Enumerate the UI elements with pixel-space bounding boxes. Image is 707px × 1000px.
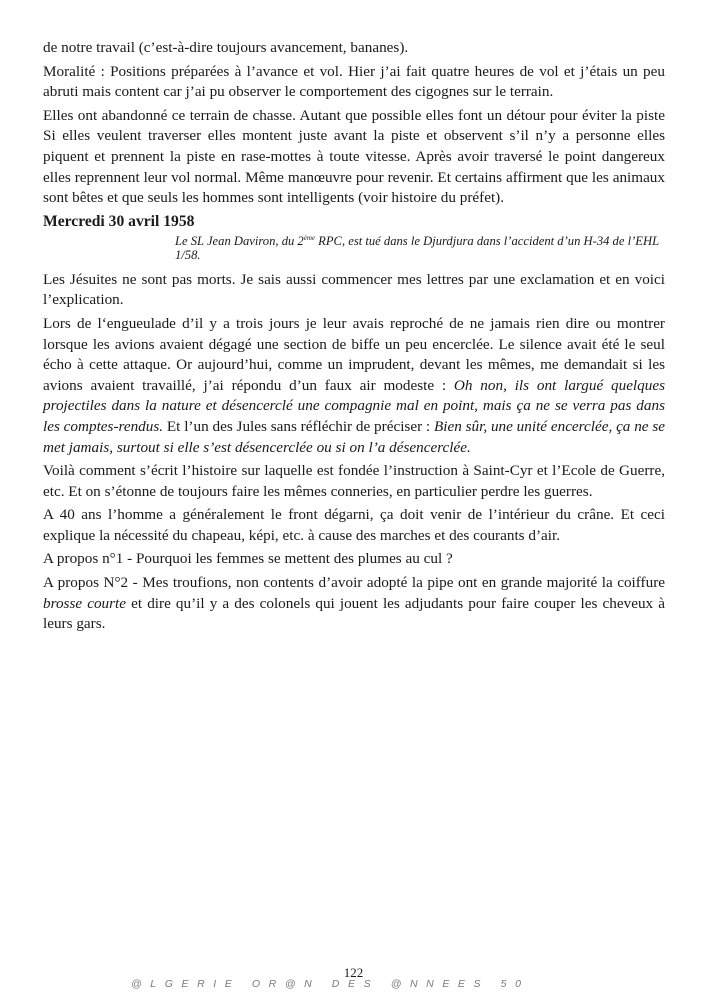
paragraph: Moralité : Positions préparées à l’avance et vol. Hier j’ai fait quatre heures de vol et j’étais un peu abruti mais content car j’ai pu observer le comportement des cigognes sur le terrain.: [43, 62, 665, 101]
paragraph-quote: Bien sûr, une unité encerclée, ça ne se met jamais, surtout si elle s’est désencerclée ou si on l’a désencerclée.: [43, 417, 666, 456]
paragraph-emphasis: brosse courte: [43, 594, 127, 612]
paragraph: Elles ont abandonné ce terrain de chasse. Autant que possible elles font un détour pour éviter la piste Si elles veulent traverser elles montent juste avant la piste et observent s’il n’y a personne elles piquent et prennent la piste en rase-mottes à toute vitesse. Après avoir traversé le point dangereux elles reprennent leur vol normal. Même manœuvre pour revenir. Et certains affirment que les animaux sont bêtes et que seuls les hommes sont intelligents (voir histoire du préfet).: [43, 106, 665, 207]
running-footer-title: @LGERIE OR@N DES @NNEES 50: [131, 978, 530, 990]
paragraph-text: et dire qu’il y a des colonels qui jouent les adjudants pour faire couper les cheveux à leurs gars.: [43, 594, 665, 633]
paragraph: A 40 ans l’homme a généralement le front dégarni, ça doit venir de l’intérieur du crâne. Et ceci explique la nécessité du chapeau, képi, etc. à cause des marches et des courants d’air.: [43, 506, 665, 544]
paragraph: [43, 573, 665, 635]
paragraph: Les Jésuites ne sont pas morts. Je sais aussi commencer mes lettres par une exclamation et en voici l’explication.: [43, 270, 665, 309]
entry-note: [175, 234, 665, 263]
paragraph: de notre travail (c’est-à-dire toujours avancement, bananes).: [43, 39, 409, 56]
paragraph-quote: Oh non, ils ont largué quelques projectiles dans la nature et désencerclé une compagnie mal en point, mais ça ne se verra pas dans les comptes-rendus.: [43, 376, 665, 435]
paragraph: [43, 314, 665, 458]
entry-note-superscript: ème: [303, 233, 316, 242]
paragraph: A propos n°1 - Pourquoi les femmes se mettent des plumes au cul ?: [43, 550, 453, 568]
paragraph: Voilà comment s’écrit l’histoire sur laquelle est fondée l’instruction à Saint-Cyr et l’Ecole de Guerre, etc. Et on s’étonne de toujours faire les mêmes conneries, en particulier perdre les guerres.: [43, 462, 665, 500]
paragraph-text: A propos N°2 - Mes troufions, non contents d’avoir adopté la pipe ont en grande majorité la coiffure: [43, 574, 665, 592]
entry-date-heading: Mercredi 30 avril 1958: [43, 212, 195, 230]
page-body: [43, 38, 665, 638]
entry-note-text: RPC, est tué dans le Djurdjura dans l’accident d’un H-34 de l’EHL 1/58.: [175, 233, 659, 263]
page-number: 122: [343, 965, 364, 980]
entry-note-text: Le SL Jean Daviron, du 2: [175, 233, 304, 248]
paragraph-text: Lors de l‘engueulade d’il y a trois jours je leur avais reproché de ne jamais rien dire ou montrer lorsque les avions avaient dégagé une section de biffe un peu encerclée. Le silence avait été le seul écho à cette attaque. Or aujourd’hui, comme un imprudent, devant les mêmes, me demandait si les avions avaient travaillé, j’ai répondu d’un faux air modeste :: [43, 314, 665, 394]
paragraph-text: Et l’un des Jules sans réfléchir de préciser :: [163, 417, 434, 435]
